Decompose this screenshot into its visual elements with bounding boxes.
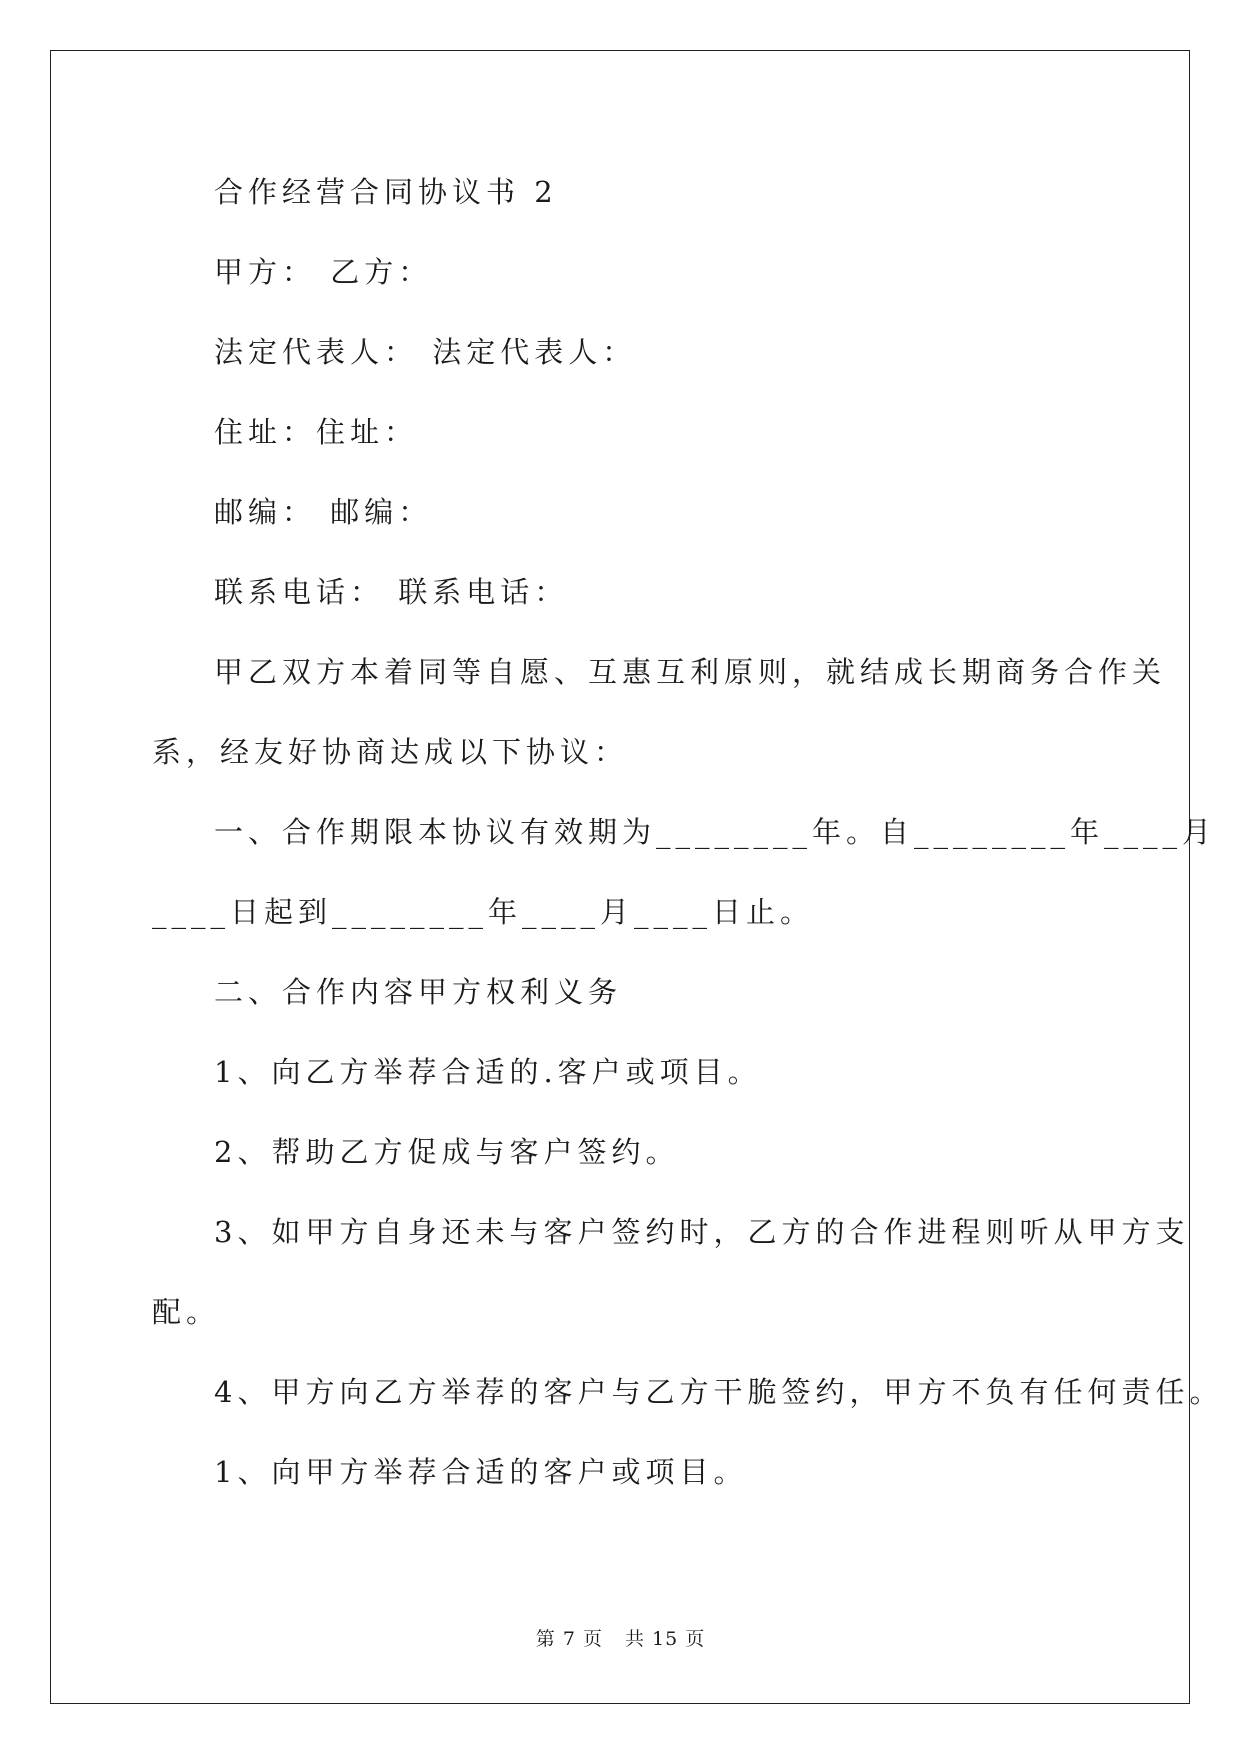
address-line: 住址：住址： (214, 415, 419, 449)
preamble-paragraph-line-2: 系，经友好协商达成以下协议： (152, 735, 629, 769)
legal-representative-line: 法定代表人： 法定代表人： (214, 335, 637, 369)
term-clause-line-2: ____日起到________年____月____日止。 (152, 895, 815, 929)
page-footer (0, 1627, 1241, 1651)
page-number: 第 7 页 (535, 1628, 603, 1650)
list-item-continuation: 配。 (152, 1295, 221, 1329)
list-item: 2、帮助乙方促成与客户签约。 (214, 1135, 680, 1169)
page-total: 共 15 页 (624, 1628, 706, 1650)
list-item: 3、如甲方自身还未与客户签约时，乙方的合作进程则听从甲方支 (214, 1215, 1190, 1249)
document-title: 合作经营合同协议书 2 (214, 175, 558, 209)
term-clause-line-1: 一、合作期限本协议有效期为________年。自________年____月 (214, 815, 1217, 849)
phone-line: 联系电话： 联系电话： (214, 575, 569, 609)
section-heading-cooperation: 二、合作内容甲方权利义务 (214, 975, 623, 1009)
postcode-line: 邮编： 邮编： (214, 495, 433, 529)
list-item: 4、甲方向乙方举荐的客户与乙方干脆签约，甲方不负有任何责任。 (214, 1375, 1224, 1409)
list-item: 1、向乙方举荐合适的.客户或项目。 (214, 1055, 762, 1089)
list-item: 1、向甲方举荐合适的客户或项目。 (214, 1455, 748, 1489)
party-names-line: 甲方： 乙方： (214, 255, 433, 289)
preamble-paragraph-line-1: 甲乙双方本着同等自愿、互惠互利原则，就结成长期商务合作关 (214, 655, 1167, 689)
